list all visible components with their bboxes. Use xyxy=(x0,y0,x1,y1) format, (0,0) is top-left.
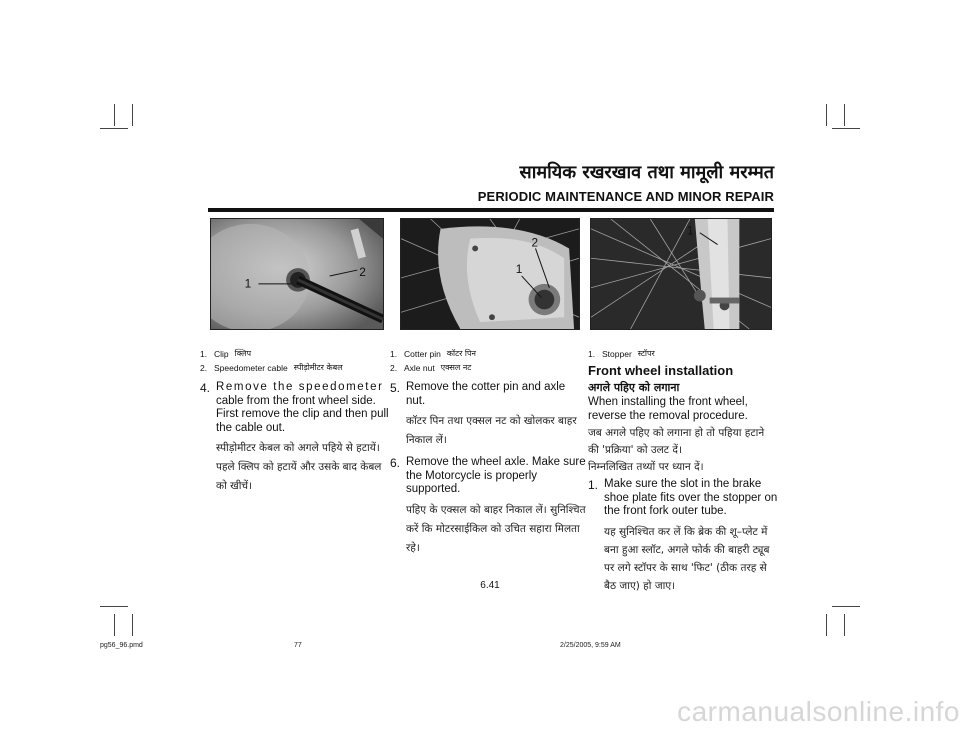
step-text-english: Remove the wheel axle. Make sure the Motorcycle is properly supported. xyxy=(406,456,586,495)
column-axle-removal xyxy=(390,347,586,558)
crop-mark xyxy=(844,614,845,636)
caption-item: 2. Axle nut एक्सल नट xyxy=(390,363,472,373)
photo-callout: 1 xyxy=(515,262,523,277)
step-item xyxy=(588,478,778,595)
footer-timestamp: 2/25/2005, 9:59 AM xyxy=(560,642,621,649)
crop-mark xyxy=(132,614,133,636)
step-text-hindi: यह सुनिश्चित कर लें कि ब्रेक की शू–प्लेट में बना हुआ स्लॉट, अगले फोर्क की बाहरी ट्यूब पर लगे स्टॉपर के साथ 'फिट' (ठीक तरह से बैठ जाए) हो जाए। xyxy=(604,525,770,592)
step-number: 4. xyxy=(200,381,211,395)
caption-item: 1. Clip क्लिप xyxy=(200,349,252,359)
step-item xyxy=(200,381,390,496)
subsection-title-hindi: अगले पहिए को लगाना xyxy=(588,381,680,394)
crop-mark xyxy=(100,606,128,607)
intro-text-english: When installing the front wheel, reverse the removal procedure. xyxy=(588,396,748,422)
step-number: 6. xyxy=(390,456,401,470)
step-number: 1. xyxy=(588,478,599,492)
note-text-hindi: निम्नलिखित तथ्यों पर ध्यान दें। xyxy=(588,461,704,473)
photo-captions xyxy=(588,347,778,361)
photo-cotter-pin-axle-nut xyxy=(400,218,580,330)
photo-callout: 1 xyxy=(244,276,252,291)
crop-mark xyxy=(100,128,128,129)
step-item xyxy=(390,456,586,558)
crop-mark xyxy=(832,128,860,129)
step-text-hindi: स्पीड़ोमीटर केबल को अगले पहिये से हटायें। पहले क्लिप को हटायें और उसके बाद केबल को खीचें। xyxy=(216,442,382,492)
watermark: carmanualsonline.info xyxy=(677,696,960,727)
crop-mark xyxy=(114,104,115,126)
photo-callout: 2 xyxy=(359,264,366,279)
column-front-wheel-installation xyxy=(588,347,778,595)
section-title-english: PERIODIC MAINTENANCE AND MINOR REPAIR xyxy=(477,189,774,204)
crop-mark xyxy=(132,104,133,126)
footer-filename: pg56_96.pmd xyxy=(100,642,143,649)
intro-text-hindi: जब अगले पहिए को लगाना हो तो पहिया हटाने की 'प्रक्रिया' को उलट दें। xyxy=(588,427,765,456)
caption-item: 1. Stopper स्टॉपर xyxy=(588,349,655,359)
step-text-english: Remove the cotter pin and axle nut. xyxy=(406,381,566,407)
crop-mark xyxy=(826,614,827,636)
header-rule xyxy=(208,208,774,212)
photo-captions xyxy=(200,347,390,375)
photo-callout: 1 xyxy=(686,223,694,238)
caption-item: 1. Cotter pin कॉटर पिन xyxy=(390,349,476,359)
subsection-title: Front wheel installation xyxy=(588,363,734,378)
crop-mark xyxy=(844,104,845,126)
section-title-hindi: सामयिक रखरखाव तथा मामूली मरम्मत xyxy=(519,162,774,183)
page-number: 6.41 xyxy=(480,580,500,591)
crop-mark xyxy=(114,614,115,636)
step-text-hindi: कॉटर पिन तथा एक्सल नट को खोलकर बाहर निकाल लें। xyxy=(406,415,577,446)
column-speedometer-removal xyxy=(200,347,390,496)
photo-speedometer-cable xyxy=(210,218,384,330)
crop-mark xyxy=(826,104,827,126)
crop-mark xyxy=(832,606,860,607)
photo-captions xyxy=(390,347,586,375)
step-item xyxy=(390,381,586,450)
step-text-english: Make sure the slot in the brake shoe plate fits over the stopper on the front fork outer tube. xyxy=(604,478,778,517)
footer-page: 77 xyxy=(294,642,302,649)
caption-item: 2. Speedometer cable स्पीड़ोमीटर केबल xyxy=(200,363,343,373)
step-number: 5. xyxy=(390,381,401,395)
photo-stopper xyxy=(590,218,772,330)
step-text-english: Remove the speedometer xyxy=(216,381,384,393)
step-text-hindi: पहिए के एक्सल को बाहर निकाल लें। सुनिश्चित करें कि मोटरसाईकिल को उचित सहारा मिलता रहे। xyxy=(406,503,586,554)
step-text-english: cable from the front wheel side. First remove the clip and then pull the cable out. xyxy=(216,394,389,434)
photo-callout: 2 xyxy=(531,235,539,250)
